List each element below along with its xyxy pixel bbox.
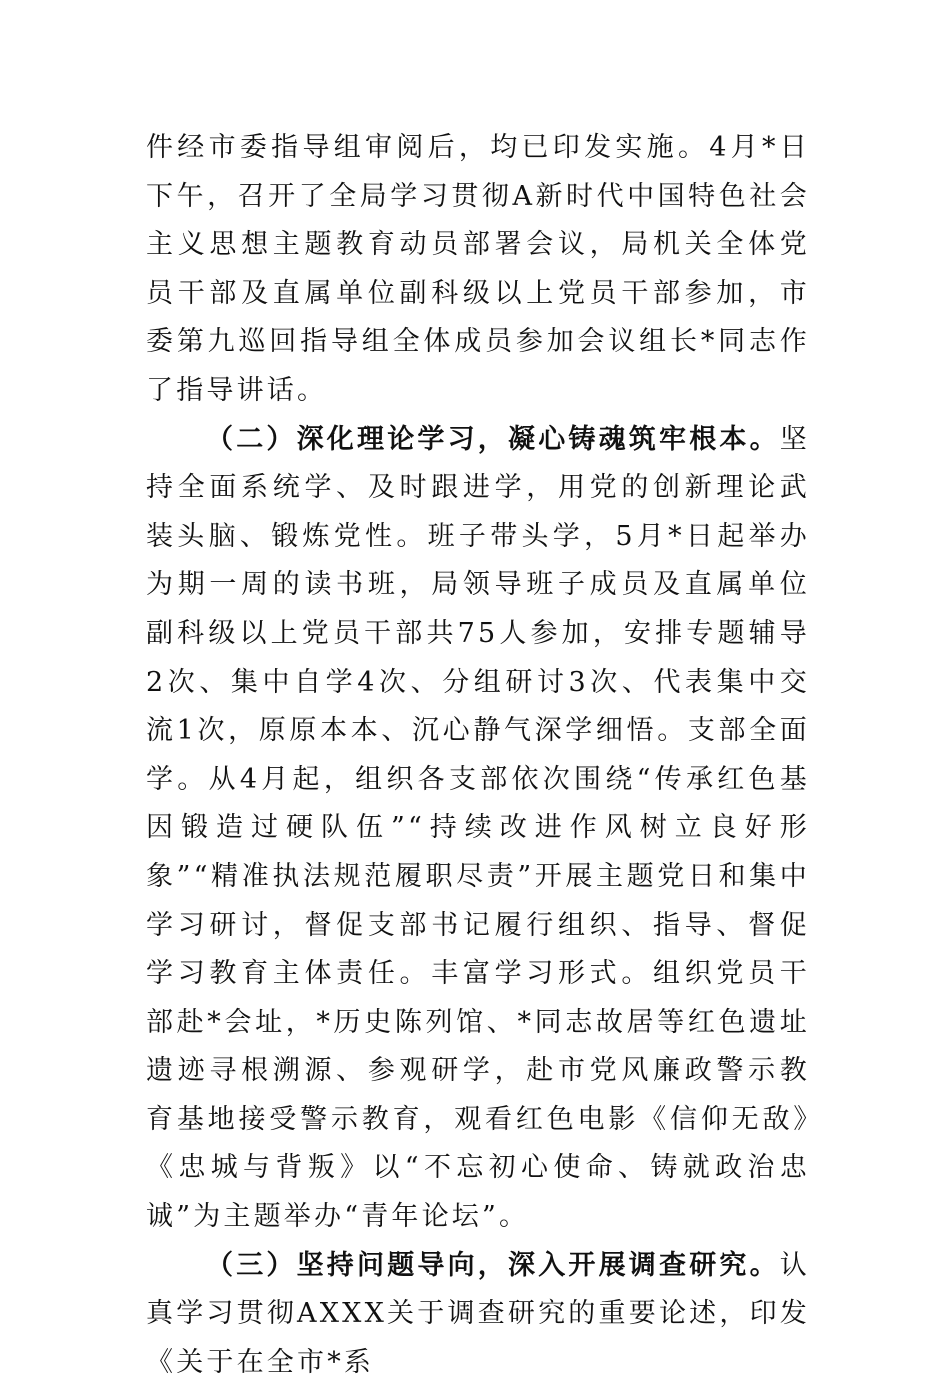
paragraph-3 (146, 1242, 810, 1387)
section-heading-3: （三）坚持问题导向，深入开展调查研究。 (206, 1249, 780, 1281)
paragraph-1-text: 件经市委指导组审阅后，均已印发实施。4月*日下午，召开了全局学习贯彻A新时代中国特色社会主义思想主题教育动员部署会议，局机关全体党员干部及直属单位副科级以上党员干部参加，市委第九巡回指导组全体成员参加会议组长*同志作了指导讲话。 (146, 132, 810, 406)
document-body (146, 124, 810, 1387)
paragraph-1 (146, 124, 810, 416)
section-heading-2: （二）深化理论学习，凝心铸魂筑牢根本。 (206, 423, 780, 455)
paragraph-2-text: 坚持全面系统学、及时跟进学，用党的创新理论武装头脑、锻炼党性。班子带头学，5月*日起举办为期一周的读书班，局领导班子成员及直属单位副科级以上党员干部共75人参加，安排专题辅导2次、集中自学4次、分组研讨3次、代表集中交流1次，原原本本、沉心静气深学细悟。支部全面学。从4月起，组织各支部依次围绕“传承红色基因锻造过硬队伍”“持续改进作风树立良好形象”“精准执法规范履职尽责”开展主题党日和集中学习研讨，督促支部书记履行组织、指导、督促学习教育主体责任。丰富学习形式。组织党员干部赴*会址，*历史陈列馆、*同志故居等红色遗址遗迹寻根溯源、参观研学，赴市党风廉政警示教育基地接受警示教育，观看红色电影《信仰无敌》《忠城与背叛》以“不忘初心使命、铸就政治忠诚”为主题举办“青年论坛”。 (146, 423, 810, 1233)
paragraph-3-text: 认真学习贯彻AXXX关于调查研究的重要论述，印发《关于在全市*系 (146, 1249, 810, 1378)
paragraph-2 (146, 416, 810, 1242)
